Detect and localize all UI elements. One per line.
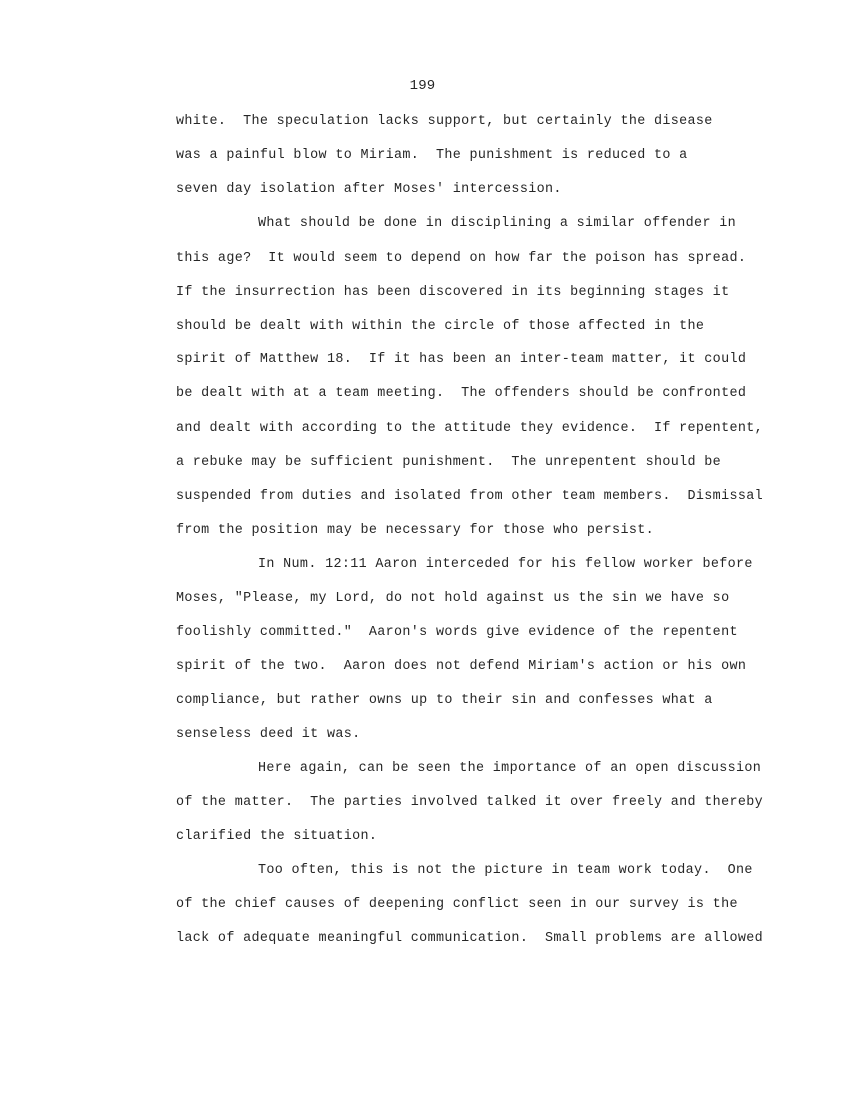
text-line: clarified the situation. [176, 829, 378, 844]
text-line: was a painful blow to Miriam. The punishment is reduced to a [176, 148, 688, 163]
text-line: white. The speculation lacks support, but certainly the disease [176, 114, 713, 129]
text-line: this age? It would seem to depend on how far the poison has spread. [176, 251, 747, 266]
paragraph-start-line: Here again, can be seen the importance of an open discussion [258, 761, 762, 776]
text-line: a rebuke may be sufficient punishment. The unrepentent should be [176, 455, 722, 470]
paragraph-start-line: What should be done in disciplining a similar offender in [258, 216, 736, 231]
text-line: seven day isolation after Moses' intercession. [176, 182, 562, 197]
text-line: be dealt with at a team meeting. The offenders should be confronted [176, 386, 747, 401]
text-line: If the insurrection has been discovered in its beginning stages it [176, 285, 730, 300]
page-number: 199 [409, 78, 436, 94]
text-line: lack of adequate meaningful communication. Small problems are allowed [176, 931, 763, 946]
text-line: spirit of Matthew 18. If it has been an inter-team matter, it could [176, 352, 747, 367]
paragraph-start-line: In Num. 12:11 Aaron interceded for his fellow worker before [258, 557, 753, 572]
text-line: should be dealt with within the circle of those affected in the [176, 319, 705, 334]
text-line: suspended from duties and isolated from other team members. Dismissal [176, 489, 763, 504]
text-line: compliance, but rather owns up to their sin and confesses what a [176, 693, 713, 708]
text-line: spirit of the two. Aaron does not defend Miriam's action or his own [176, 659, 747, 674]
text-line: Moses, "Please, my Lord, do not hold against us the sin we have so [176, 591, 730, 606]
paragraph-start-line: Too often, this is not the picture in team work today. One [258, 863, 753, 878]
text-line: from the position may be necessary for those who persist. [176, 523, 654, 538]
text-line: foolishly committed." Aaron's words give evidence of the repentent [176, 625, 738, 640]
text-line: and dealt with according to the attitude they evidence. If repentent, [176, 421, 763, 436]
text-line: senseless deed it was. [176, 727, 361, 742]
text-line: of the matter. The parties involved talked it over freely and thereby [176, 795, 763, 810]
text-line: of the chief causes of deepening conflict seen in our survey is the [176, 897, 738, 912]
